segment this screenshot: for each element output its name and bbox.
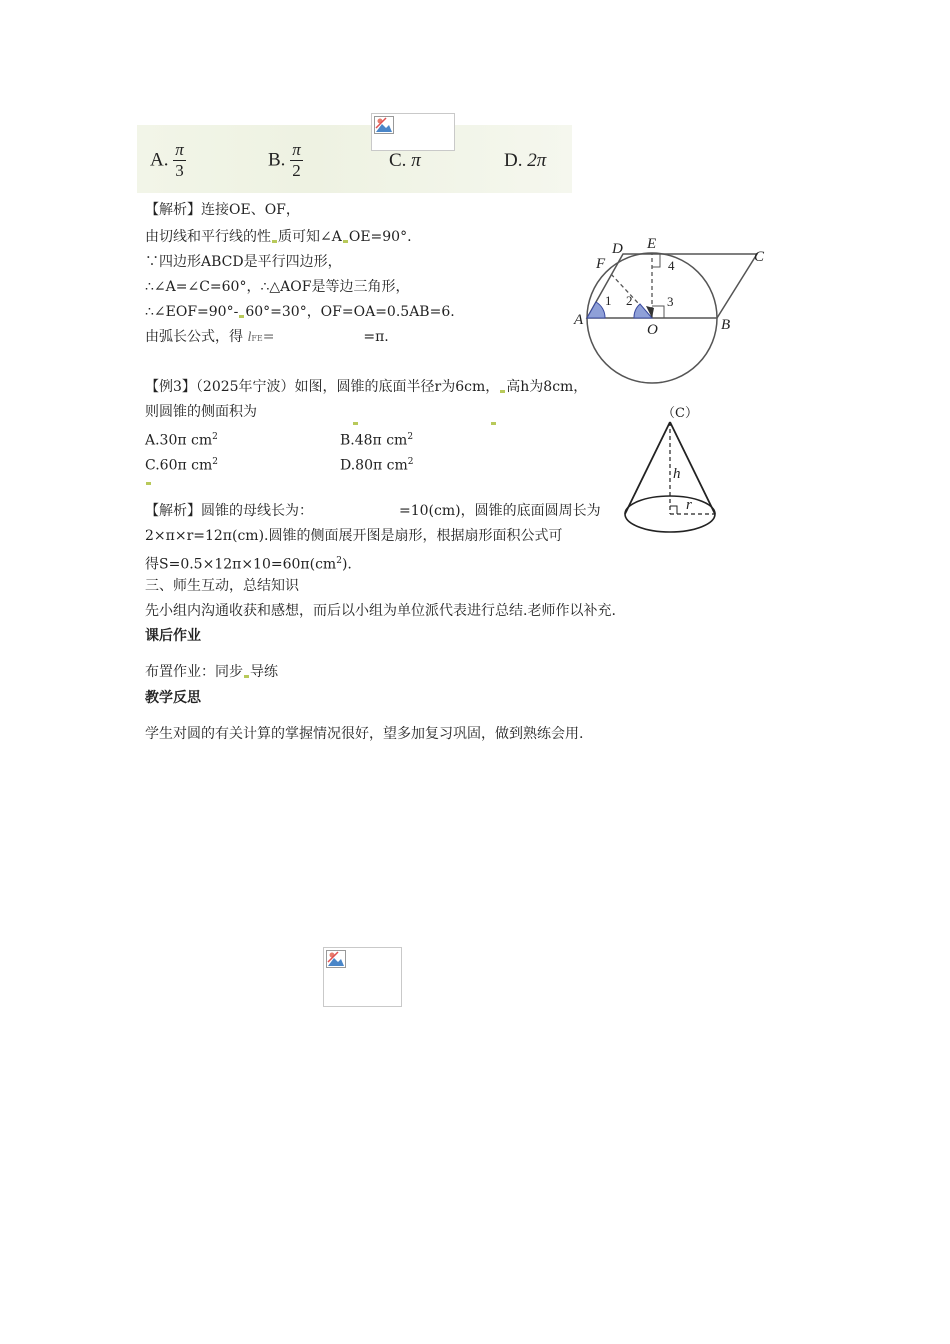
highlight-mark bbox=[145, 471, 152, 487]
label-angle-1: 1 bbox=[605, 293, 612, 308]
label-D: D bbox=[612, 241, 623, 257]
label-C: C bbox=[754, 249, 765, 265]
cone-label-r: r bbox=[686, 497, 692, 513]
solution2-line3: 得$S=0.5\times 12\pi\times 10=60\pi(cm^2)$. bbox=[145, 556, 352, 573]
option-c: C.60π $cm^2$ bbox=[145, 457, 218, 474]
example3-line1: 【例3】（2025年宁波）如图，圆锥的底面半径r为6cm， 高h为8cm， bbox=[145, 379, 588, 395]
label-E: E bbox=[647, 236, 657, 252]
solution2-line1: 【解析】圆锥的母线长为： =10(cm)，圆锥的底面圆周长为 bbox=[145, 503, 601, 519]
solution1-line2: 由切线和平行线的性 质可知∠A OE=90°. bbox=[145, 229, 412, 245]
solution2-line2: 2×π×r=12π(cm).圆锥的侧面展开图是扇形，根据扇形面积公式可 bbox=[145, 528, 563, 544]
option-d: D.80π $cm^2$ bbox=[340, 457, 414, 474]
label-angle-2: 2 bbox=[626, 293, 633, 308]
choice-c: C. π bbox=[389, 150, 421, 171]
section3-title: 三、师生互动，总结知识 bbox=[145, 578, 299, 594]
highlight-mark bbox=[490, 411, 497, 427]
label-angle-4: 4 bbox=[668, 258, 675, 273]
homework-heading: 课后作业 bbox=[145, 628, 201, 644]
choice-c-value: π bbox=[411, 150, 421, 171]
label-F: F bbox=[596, 256, 606, 272]
solution1-line3: ∵四边形ABCD是平行四边形， bbox=[145, 254, 342, 270]
label-B: B bbox=[721, 317, 731, 333]
highlight-mark bbox=[352, 411, 359, 427]
solution1-line4: ∴∠A=∠C=60°，∴△AOF是等边三角形， bbox=[145, 279, 410, 295]
homework-body: 布置作业：同步 导练 bbox=[145, 664, 278, 680]
choice-a: A. $\frac{\pi}{3}$ bbox=[150, 140, 184, 180]
broken-image-icon bbox=[323, 947, 402, 1007]
choice-b: B. $\frac{\pi}{2}$ bbox=[268, 140, 301, 180]
choice-b-denominator: 2 bbox=[292, 161, 301, 180]
cone-label-h: h bbox=[673, 466, 681, 482]
broken-image-icon bbox=[371, 113, 455, 151]
section3-body: 先小组内沟通收获和感想，而后以小组为单位派代表进行总结.老师作以补充. bbox=[145, 603, 616, 619]
choice-a-numerator: π bbox=[175, 140, 184, 159]
example3-line2: 则圆锥的侧面积为 bbox=[145, 404, 257, 420]
solution1-line5: ∴∠EOF=90°- 60°=30°，OF=OA=0.5AB=6. bbox=[145, 304, 455, 320]
option-b: B.48π $cm^2$ bbox=[340, 432, 414, 449]
label-angle-3: 3 bbox=[667, 294, 674, 309]
reflection-heading: 教学反思 bbox=[145, 690, 201, 706]
reflection-body: 学生对圆的有关计算的掌握情况很好，望多加复习巩固，做到熟练会用. bbox=[145, 726, 584, 742]
option-a: A.30π $cm^2$ bbox=[145, 432, 218, 449]
choice-a-denominator: 3 bbox=[175, 161, 184, 180]
label-A: A bbox=[574, 312, 584, 328]
solution1-line1: 【解析】连接OE、OF， bbox=[145, 202, 300, 218]
label-O: O bbox=[647, 322, 658, 338]
example3-answer: （C） bbox=[662, 406, 698, 421]
solution1-line6: 由弧长公式，得 lFE= =π. bbox=[145, 329, 389, 345]
choice-d-value: 2π bbox=[527, 150, 547, 171]
cone-figure bbox=[620, 418, 722, 540]
choice-b-numerator: π bbox=[292, 140, 301, 159]
choice-d: D. 2π bbox=[504, 150, 547, 171]
